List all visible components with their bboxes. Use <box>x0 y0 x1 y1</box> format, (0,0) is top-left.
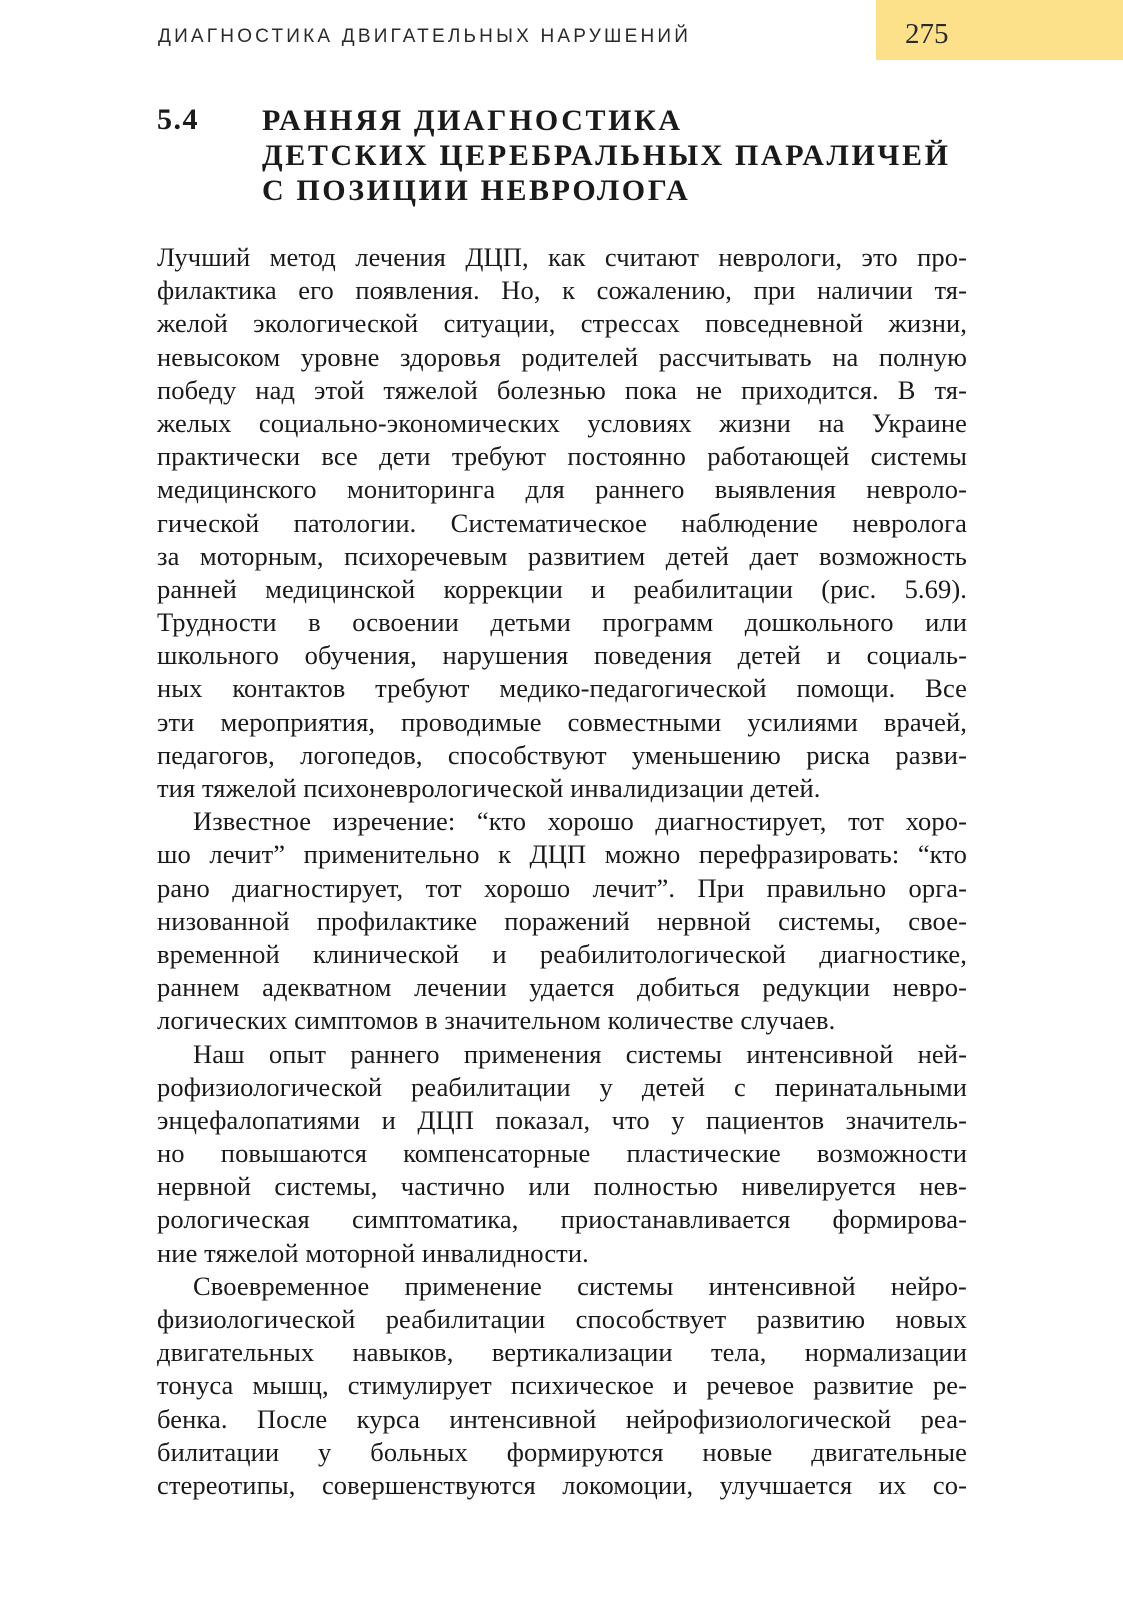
section-title-line: ДЕТСКИХ ЦЕРЕБРАЛЬНЫХ ПАРАЛИЧЕЙ <box>262 139 951 172</box>
text-line: ных контактов требуют медико-педагогической помощи. Все <box>157 673 967 704</box>
text-line: стереотипы, совершенствуются локомоции, улучшается их со- <box>157 1469 967 1500</box>
text-line: школьного обучения, нарушения поведения детей и социаль- <box>157 640 967 671</box>
page-number: 275 <box>905 18 949 50</box>
text-line: шо лечит” применительно к ДЦП можно перефразировать: “кто <box>157 839 967 870</box>
text-line: низованной профилактике поражений нервной системы, свое- <box>157 905 967 936</box>
text-line: Своевременное применение системы интенсивной нейро- <box>193 1270 967 1301</box>
text-line: двигательных навыков, вертикализации тела, нормализации <box>157 1337 967 1368</box>
section-title <box>262 103 951 208</box>
text-line: эти мероприятия, проводимые совместными усилиями врачей, <box>157 706 967 737</box>
text-line: но повышаются компенсаторные пластические возможности <box>157 1138 967 1169</box>
text-line: победу над этой тяжелой болезнью пока не приходится. В тя- <box>157 374 967 405</box>
text-line: медицинского мониторинга для раннего выявления невроло- <box>157 474 967 505</box>
text-line: рано диагностирует, тот хорошо лечит”. При правильно орга- <box>157 872 967 903</box>
section-title-line: РАННЯЯ ДИАГНОСТИКА <box>262 104 683 137</box>
paragraph <box>157 805 967 1037</box>
section-number: 5.4 <box>157 103 199 136</box>
text-line: тонуса мышц, стимулирует психическое и речевое развитие ре- <box>157 1370 967 1401</box>
text-line: Трудности в освоении детьми программ дошкольного или <box>157 607 967 638</box>
text-line: Известное изречение: “кто хорошо диагностирует, тот хоро- <box>193 806 967 837</box>
text-line: билитации у больных формируются новые двигательные <box>157 1436 967 1467</box>
text-line: практически все дети требуют постоянно работающей системы <box>157 441 967 472</box>
text-line: тия тяжелой психоневрологической инвалидизации детей. <box>157 773 821 803</box>
text-line: нервной системы, частично или полностью нивелируется нев- <box>157 1171 967 1202</box>
paragraph <box>157 1038 967 1270</box>
running-header: ДИАГНОСТИКА ДВИГАТЕЛЬНЫХ НАРУШЕНИЙ <box>158 26 692 47</box>
text-line: желых социально-экономических условиях жизни на Украине <box>157 407 967 438</box>
text-line: рофизиологической реабилитации у детей с перинатальными <box>157 1071 967 1102</box>
text-line: педагогов, логопедов, способствуют уменьшению риска разви- <box>157 739 967 770</box>
text-line: Наш опыт раннего применения системы интенсивной ней- <box>193 1038 967 1069</box>
text-line: желой экологической ситуации, стрессах повседневной жизни, <box>157 308 967 339</box>
text-line: Лучший метод лечения ДЦП, как считают неврологи, это про- <box>157 242 967 272</box>
text-line: ранней медицинской коррекции и реабилитации (рис. 5.69). <box>157 573 967 604</box>
text-line: бенка. После курса интенсивной нейрофизиологической реа- <box>157 1403 967 1434</box>
text-line: за моторным, психоречевым развитием детей дает возможность <box>157 540 967 571</box>
text-line: логических симптомов в значительном количестве случаев. <box>157 1005 836 1036</box>
text-line: гической патологии. Систематическое наблюдение невролога <box>157 507 967 538</box>
section-title-line: С ПОЗИЦИИ НЕВРОЛОГА <box>262 174 691 207</box>
text-line: энцефалопатиями и ДЦП показал, что у пациентов значитель- <box>157 1104 967 1135</box>
text-line: физиологической реабилитации способствует развитию новых <box>157 1304 967 1334</box>
paragraph <box>157 241 967 805</box>
text-line: ние тяжелой моторной инвалидности. <box>157 1237 589 1268</box>
text-line: временной клинической и реабилитологической диагностике, <box>157 938 967 969</box>
text-line: невысоком уровне здоровья родителей рассчитывать на полную <box>157 341 967 372</box>
text-line: рологическая симптоматика, приостанавливается формирова- <box>157 1204 967 1235</box>
body-text <box>157 241 967 1502</box>
text-line: раннем адекватном лечении удается добиться редукции невро- <box>157 972 967 1003</box>
paragraph <box>157 1270 967 1502</box>
text-line: филактика его появления. Но, к сожалению, при наличии тя- <box>157 275 967 306</box>
